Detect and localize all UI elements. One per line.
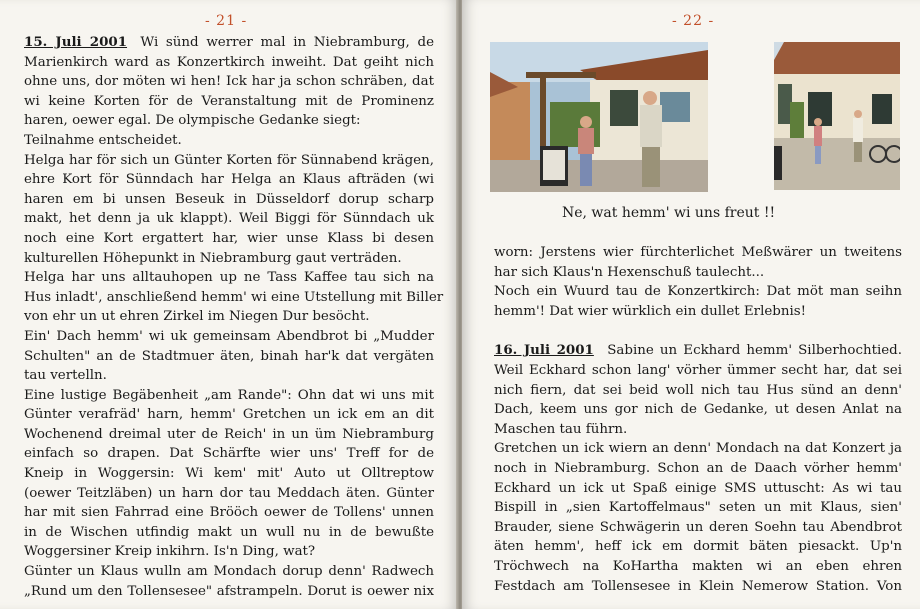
text-line: Festdach am Tollensesee in Klein Nemerow Station. Von [494,578,902,594]
text-line: Schulten" an de Stadtmuer äten, binah har'k dat vergäten [24,348,434,364]
text-line: Günter un Klaus wulln am Mondach dorup denn' Radwech [24,564,434,580]
text-line: ehre Kort för Sünndach har Helga an Klaus afträden (wi [24,172,434,188]
text-line [24,33,434,53]
text-line: von ehr un ut ehren Zirkel im Niegen Dur besöcht. [24,309,370,325]
text-line: Eine lustige Begäbenheit „am Rande": Ohn dat wi uns mit [24,387,434,403]
text-line: noch eine Kort ergattert har, wier unse Klass bi desen [24,230,434,246]
page-number: - 21 - [205,13,248,29]
text-line: „Rund um den Tollensesee" afstrampeln. Dorut is oewer nix [24,583,434,599]
text-line: makt, het denn ja uk klappt). Weil Biggi för Sünndach uk [24,211,434,227]
text-line: kulturellen Höhepunkt in Niebramburg gaut verträden. [24,250,402,266]
left-page-text [24,33,444,601]
right-page-text [494,243,902,596]
text-line: Brauder, siene Schwägerin un deren Soehn tau Abendbrot [494,519,902,535]
text-line: hemm'! Dat wier würklich ein dullet Erlebnis! [494,303,807,319]
page-number: - 22 - [672,13,715,29]
text-line: Ein' Dach hemm' wi uk gemeinsam Abendbrot bi „Mudder [24,328,434,344]
text-line: Noch ein Wuurd tau de Konzertkirch: Dat möt man seihn [494,284,902,300]
text-line: Kneip in Woggersin: Wi kem' mit' Auto ut Olltreptow [24,466,434,482]
text-line: in de Wischen utfindig makt un wull nu in de bewußte [24,524,434,540]
text-line: worn: Jerstens wier fürchterlichet Meßwärer un tweitens [494,245,902,260]
text-line: (oewer Teitzläben) un harn dor tau Meddach äten. Günter [24,485,434,501]
text-line: Teilnahme entscheidet. [24,132,182,148]
text-line: wi keine Korten för de Veranstaltung mit de Prominenz [24,93,434,109]
text-line: nich fiern, dat sei beid woll nich tau Hus sünd an denn' [494,382,902,398]
text-line: ohne uns, dor möten wi hen! Ick har ja schon schräben, dat [24,74,434,90]
text-line: Hus inladt', anschließend hemm' wi eine Utstellung mit Biller [24,289,444,305]
photo-couple [490,42,708,192]
text-line: Maschen tau führn. [494,421,628,437]
text-line: haren em bi unsen Beseuk in Düsseldorf dorup scharp [24,191,434,207]
text-line: Wochenend dreimal uter de Reich' in un üm Niebramburg [24,426,434,442]
text-fragment: Wi sünd werrer mal in Niebramburg, de [140,35,434,50]
text-line: Dach, keem uns gor nich de Gedanke, ut desen Anlat na [494,402,902,418]
right-page [462,0,920,609]
entry-date: 15. Juli 2001 [24,34,128,50]
paragraph-gap [494,321,902,341]
text-line: tau vertelln. [24,368,107,384]
text-line: Eckhard un ick ut Spaß einige SMS uttuscht: As wi tau [494,480,902,496]
text-line: Woggersiner Kreip inkihrn. Is'n Ding, wat? [24,544,316,560]
photo-caption: Ne, wat hemm' wi uns freut !! [562,205,776,221]
text-line: Tröchwech na KoHartha makten wi an eben ehren [494,558,902,574]
text-line: noch in Niebramburg. Schon an de Daach vörher hemm' [494,460,902,476]
left-page [0,0,458,609]
entry-date: 16. Juli 2001 [494,342,594,359]
text-line: Helga har för sich un Günter Korten för Sünnabend krägen, [24,152,434,168]
text-line: Gretchen un ick wiern an denn' Mondach na dat Konzert ja [494,441,902,457]
text-line: Bispill in „sien Kartoffelmaus" seten un mit Klaus, sien' [494,500,902,516]
text-fragment: Sabine un Eckhard hemm' Silberhochtied. [607,343,902,359]
text-line: Helga har uns alltauhopen up ne Tass Kaffee tau sich na [24,270,434,286]
text-line: einfach so drapen. Dat Schärfte wier uns' Treff for de [24,446,434,462]
text-line [494,341,902,361]
text-line: haren, oewer egal. De olympische Gedanke siegt: [24,113,361,129]
text-line: äten hemm', heff ick em dormit bäten piesackt. Up'n [494,539,902,555]
text-line: har sich Klaus'n Hexenschuß taulecht... [494,264,765,280]
photo-street [774,42,900,190]
text-line: har mit sien Fahrrad eine Brööch oewer de Tollens' unnen [24,505,434,521]
text-line: Marienkirch ward as Konzertkirch inweiht. Dat geiht nich [24,54,434,70]
text-line: Weil Eckhard schon lang' vörher ümmer secht har, dat sei [494,362,902,378]
text-line: Günter verafräd' harn, hemm' Gretchen un ick em an dit [24,407,434,423]
